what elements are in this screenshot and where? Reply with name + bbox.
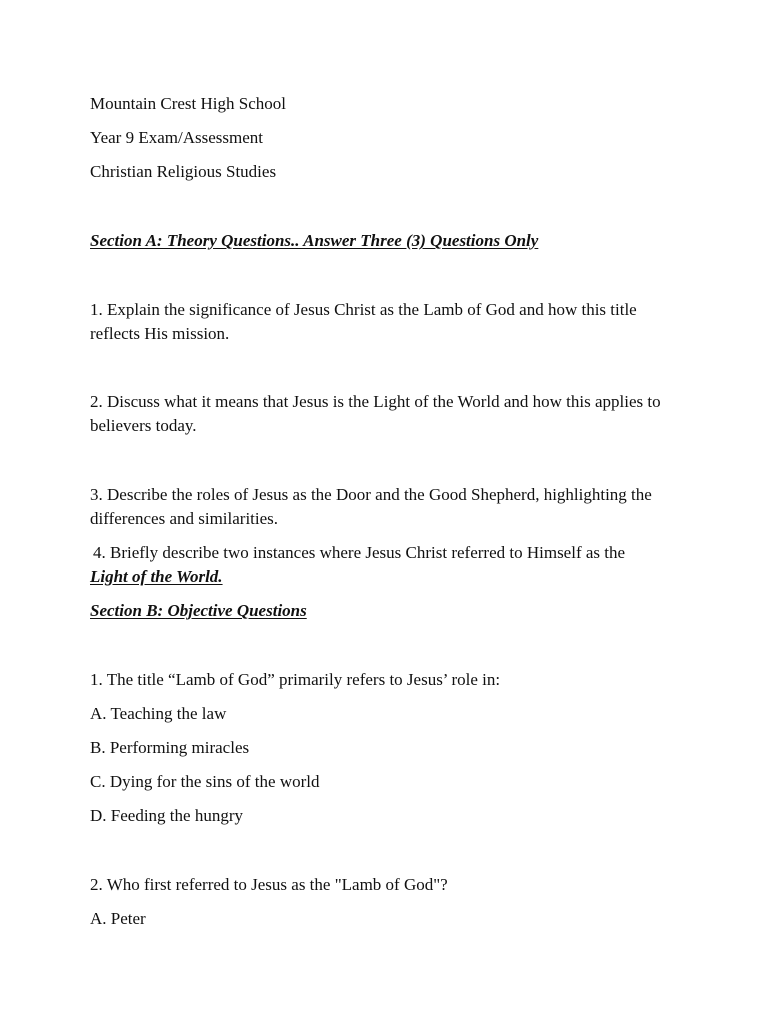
question-1-option-b: B. Performing miracles xyxy=(90,738,250,757)
section-b-question-2: 2. Who first referred to Jesus as the "Lamb of God"? xyxy=(90,875,448,894)
section-a-question-2: 2. Discuss what it means that Jesus is the Light of the World and how this applies to believers today. xyxy=(90,392,661,435)
question-1-option-d: D. Feeding the hungry xyxy=(90,806,243,825)
section-a-question-4-emphasis: Light of the World. xyxy=(90,567,223,586)
question-1-option-a: A. Teaching the law xyxy=(90,704,227,723)
exam-title: Year 9 Exam/Assessment xyxy=(90,128,263,147)
section-a-question-4: 4. Briefly describe two instances where Jesus Christ referred to Himself as the xyxy=(93,543,626,562)
question-2-option-a: A. Peter xyxy=(90,909,146,928)
section-b-question-1: 1. The title “Lamb of God” primarily refers to Jesus’ role in: xyxy=(90,670,501,689)
section-a-heading: Section A: Theory Questions.. Answer Three (3) Questions Only xyxy=(90,231,539,250)
question-1-option-c: C. Dying for the sins of the world xyxy=(90,772,320,791)
section-a-question-3: 3. Describe the roles of Jesus as the Door and the Good Shepherd, highlighting the differences and similarities. xyxy=(90,485,652,528)
school-name: Mountain Crest High School xyxy=(90,94,286,113)
subject-title: Christian Religious Studies xyxy=(90,162,277,181)
section-a-question-1: 1. Explain the significance of Jesus Christ as the Lamb of God and how this title reflects His mission. xyxy=(90,300,637,343)
section-b-heading: Section B: Objective Questions xyxy=(90,601,307,620)
